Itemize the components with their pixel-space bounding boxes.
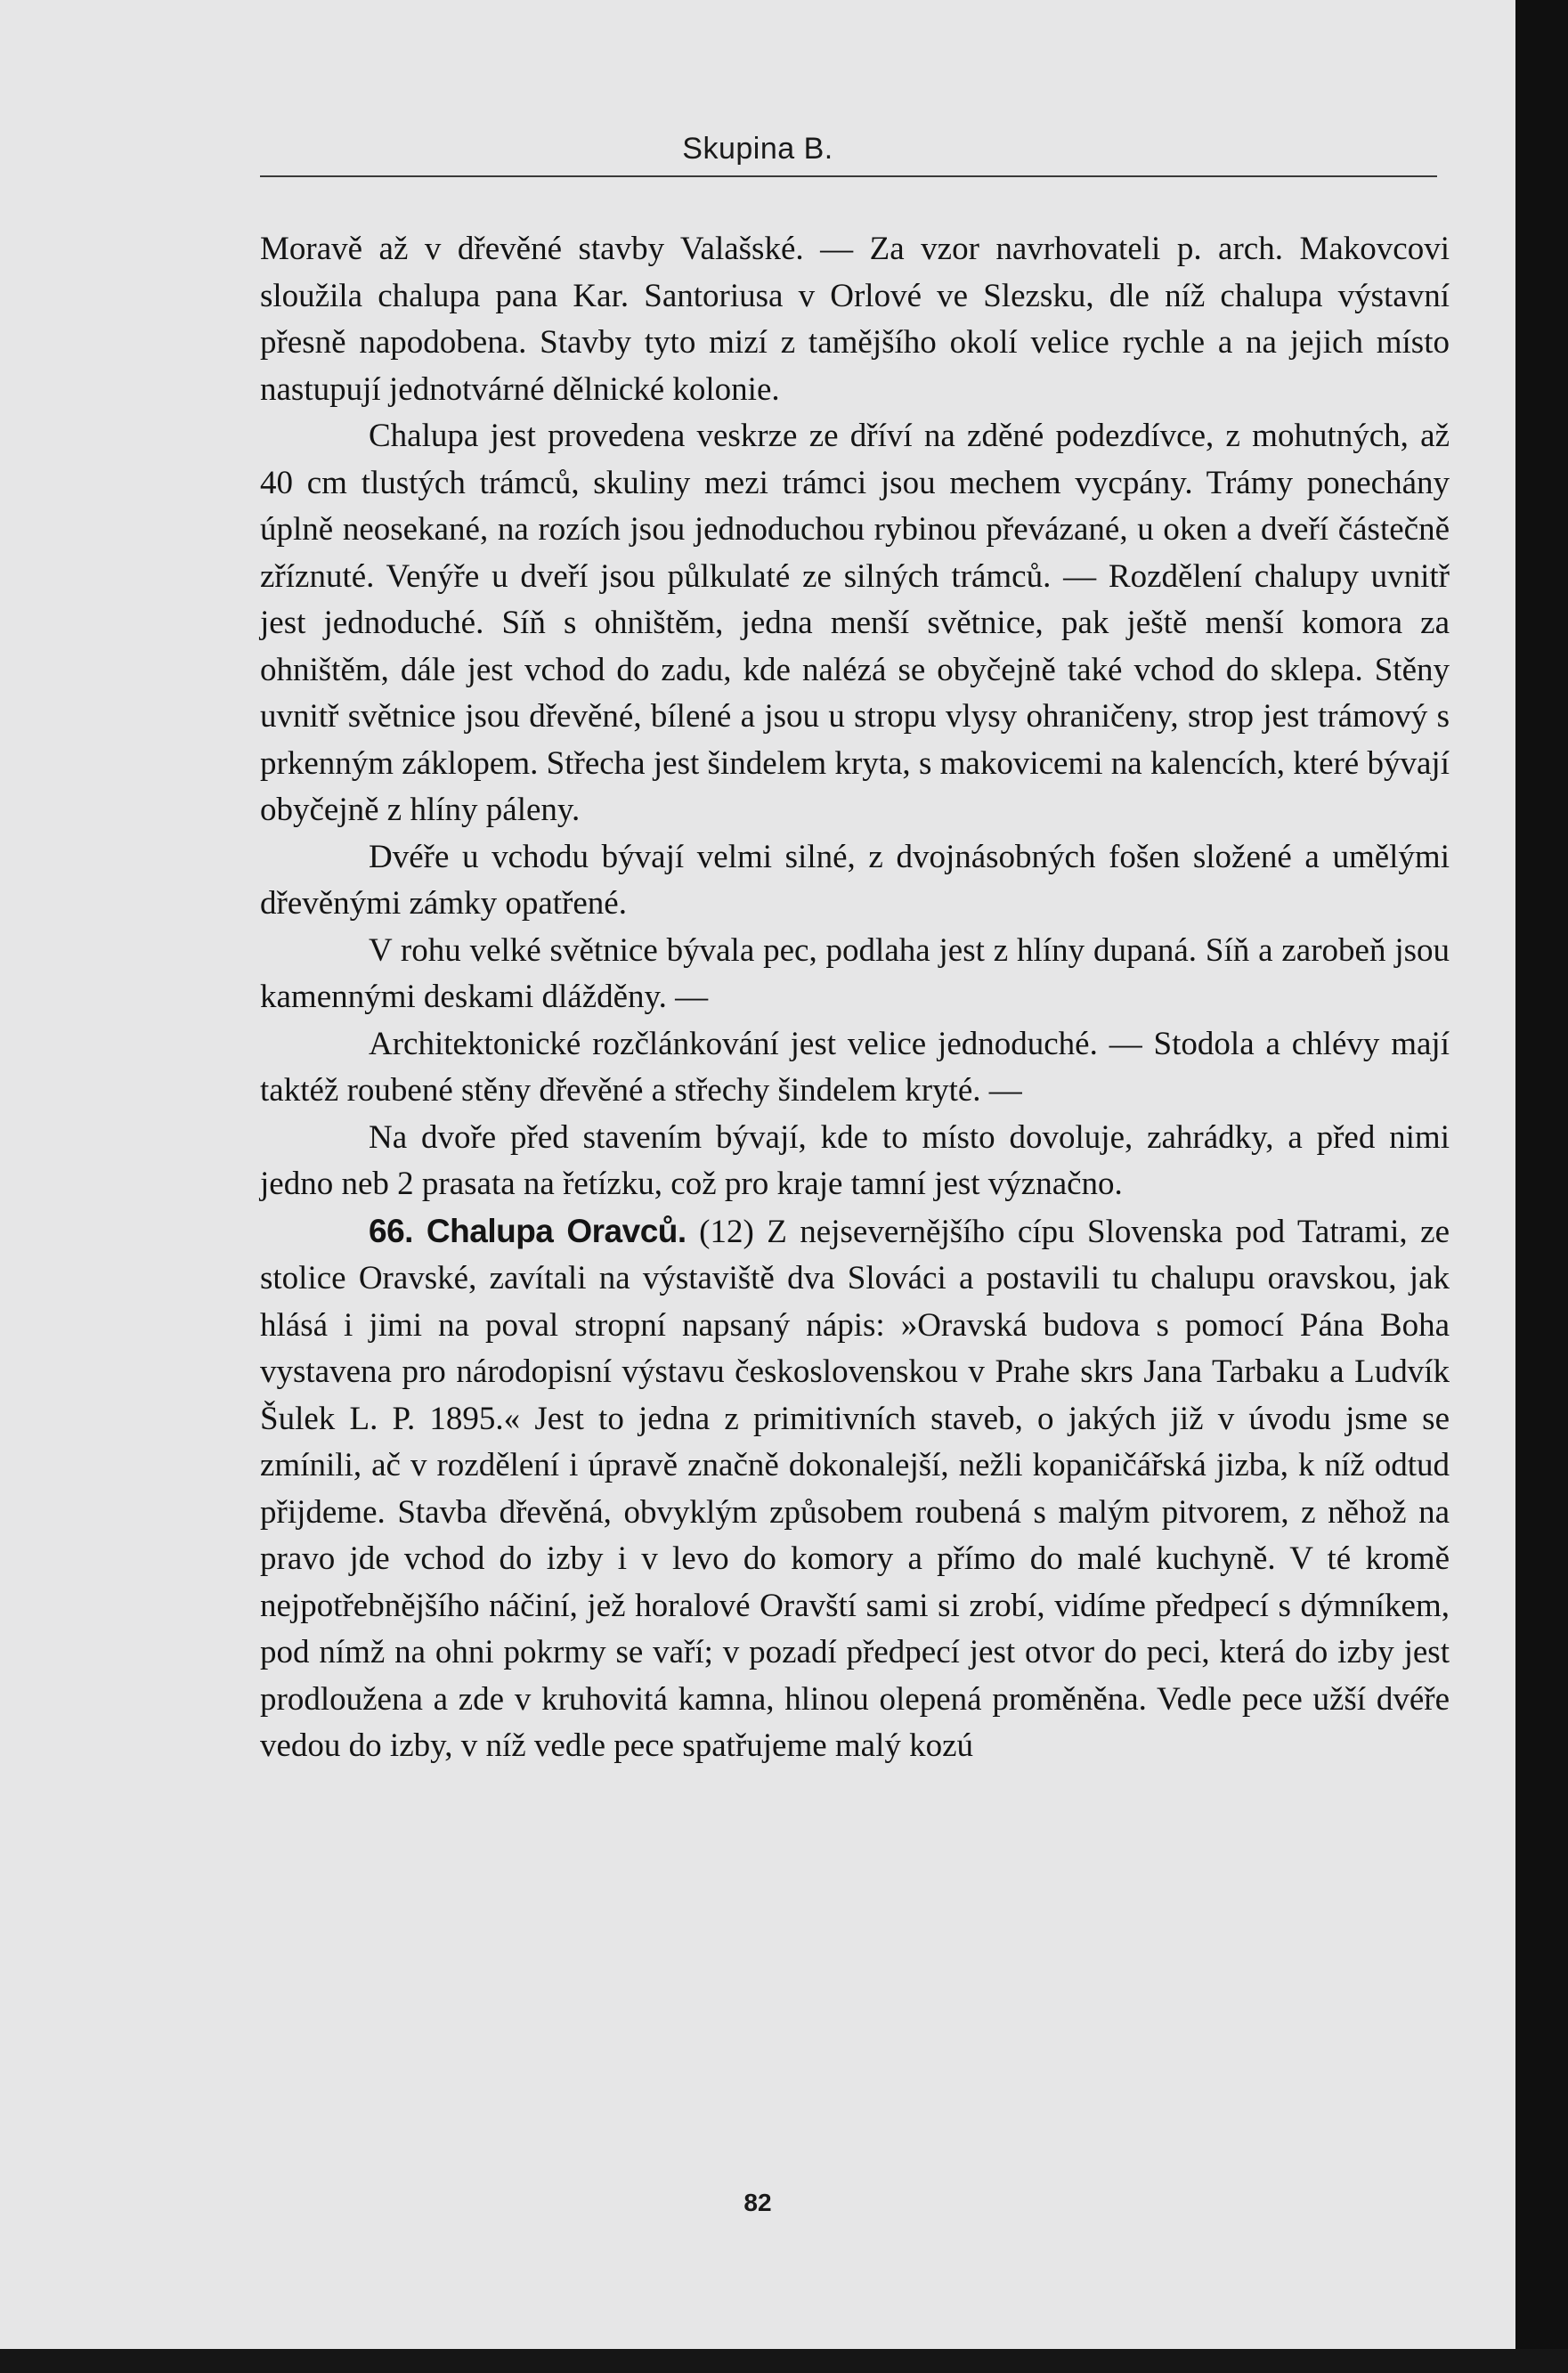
scan-border-bottom — [0, 2349, 1568, 2373]
body-text — [260, 226, 1450, 1770]
paragraph: Architektonické rozčlánkování jest velice jednoduché. — Stodola a chlévy mají taktéž roubené stěny dřevěné a střechy šindelem kryté. — — [260, 1025, 1450, 1109]
section-paragraph — [260, 1208, 1450, 1770]
section-heading: 66. Chalupa Oravců. — [369, 1212, 687, 1249]
page-number: 82 — [743, 2189, 772, 2216]
running-head: Skupina B. — [682, 132, 833, 166]
scan-border-right — [1515, 0, 1568, 2373]
section-text: (12) Z nejsevernějšího cípu Slovenska pod Tatrami, ze stolice Oravské, zavítali na výstaviště dva Slováci a postavili tu chalupu oravskou, jak hlásá i jimi na poval stropní napsaný nápis: »Oravská budova s pomocí Pána Boha vystavena pro národopisní výstavu československou v Prahe skrs Jana Tarbaku a Ludvík Šulek L. P. 1895.« Jest to jedna z primitivních staveb, o jakých již v úvodu jsme se zmínili, ač v rozdělení i úpravě značně dokonalejší, nežli kopaničářská jizba, k níž odtud přijdeme. Stavba dřevěná, obvyklým způsobem roubená s malým pitvorem, z něhož na pravo jde vchod do izby i v levo do komory a přímo do malé kuchyně. V té kromě nejpotřebnějšího náčiní, jež horalové Oravští sami si zrobí, vidíme předpecí s dýmníkem, pod nímž na ohni pokrmy se vaří; v pozadí předpecí jest otvor do peci, která do izby jest prodloužena a zde v kruhovitá kamna, hlinou olepená proměněna. Vedle pece užší dvéře vedou do izby, v níž vedle pece spatřujeme malý kozú — [260, 1213, 1450, 1764]
paragraph: V rohu velké světnice bývala pec, podlaha jest z hlíny dupaná. Síň a zarobeň jsou kamennými deskami dlážděny. — — [260, 931, 1450, 1015]
paragraph: Na dvoře před stavením bývají, kde to místo dovoluje, zahrádky, a před nimi jedno neb 2 prasata na řetízku, což pro kraje tamní jest význačno. — [260, 1118, 1450, 1202]
header-rule — [260, 175, 1437, 177]
paragraph: Chalupa jest provedena veskrze ze dříví na zděné podezdívce, z mohutných, až 40 cm tlustých trámců, skuliny mezi trámci jsou mechem vycpány. Trámy ponechány úplně neosekané, na rozích jsou jednoduchou rybinou převázané, u oken a dveří částečně zříznuté. Venýře u dveří jsou půlkulaté ze silných trámců. — Rozdělení chalupy uvnitř jest jednoduché. Síň s ohništěm, jedna menší světnice, pak ještě menší komora za ohništěm, dále jest vchod do zadu, kde nalézá se obyčejně také vchod do sklepa. Stěny uvnitř světnice jsou dřevěné, bílené a jsou u stropu vlysy ohraničeny, strop jest trámový s prkenným záklopem. Střecha jest šindelem kryta, s makovicemi na kalencích, které bývají obyčejně z hlíny páleny. — [260, 418, 1450, 828]
paragraph-continuation: Moravě až v dřevěné stavby Valašské. — Za vzor navrhovateli p. arch. Makovcovi sloužila chalupa pana Kar. Santoriusa v Orlové ve Slezsku, dle níž chalupa výstavní přesně napodobena. Stavby tyto mizí z tamějšího okolí velice rychle a na jejich místo nastupují jednotvárné dělnické kolonie. — [260, 231, 1450, 408]
paragraph: Dvéře u vchodu bývají velmi silné, z dvojnásobných fošen složené a umělými dřevěnými zámky opatřené. — [260, 838, 1450, 922]
